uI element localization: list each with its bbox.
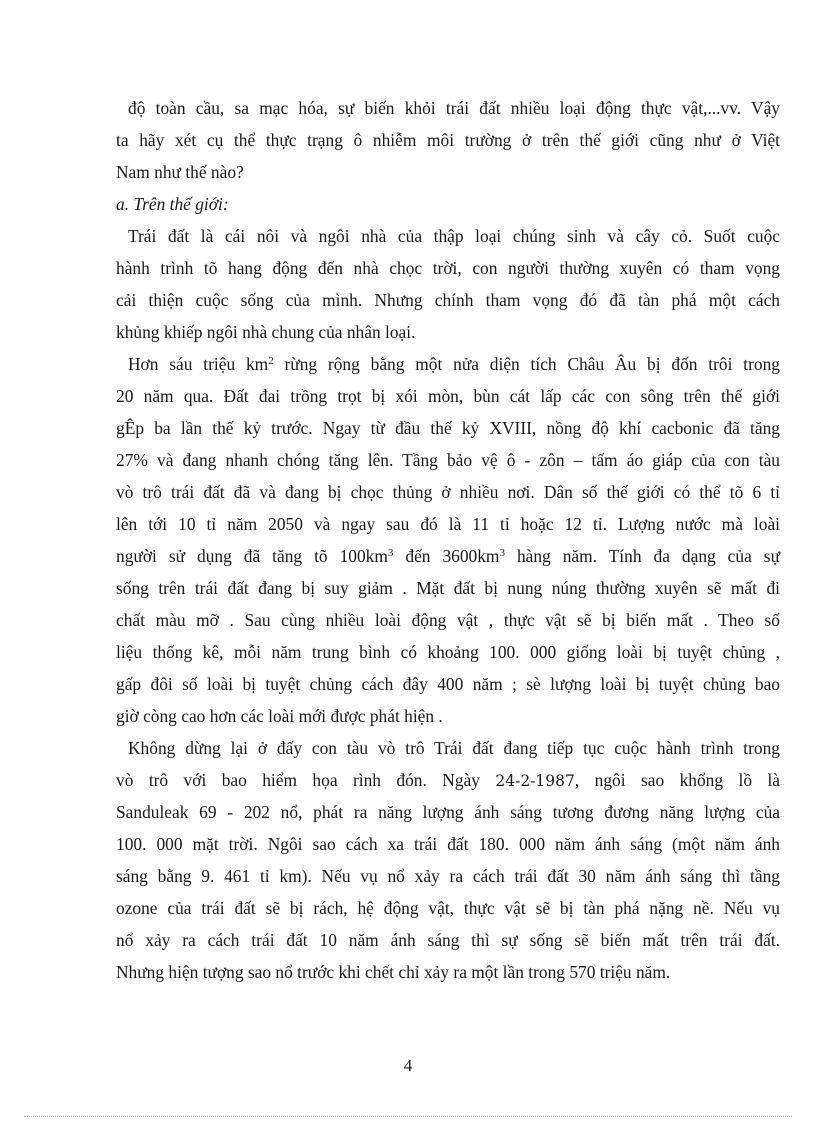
text-line: 100. 000 mặt trời. Ngôi sao cách xa trái đất 180. 000 năm ánh sáng (một năm ánh	[116, 834, 780, 854]
text-segment: người sử dụng đã tăng tõ 100km	[116, 546, 388, 566]
text-line: độ toàn cầu, sa mạc hóa, sự biến khỏi trái đất nhiều loại động thực vật,...vv. Vậy	[128, 98, 780, 118]
paragraph-supernova	[116, 732, 780, 988]
body-text	[116, 92, 780, 988]
text-line: 27% và đang nhanh chóng tăng lên. Tầng bảo vệ ô - zôn – tấm áo giáp của con tàu	[116, 450, 780, 470]
text-line: cải thiện cuộc sống của mình. Nhưng chính tham vọng đó đã tàn phá một cách	[116, 290, 780, 310]
text-line: Trái đất là cái nôi và ngôi nhà của thập loại chúng sinh và cây cỏ. Suốt cuộc	[128, 226, 780, 246]
superscript: 3	[499, 547, 505, 559]
text-line: Sanduleak 69 - 202 nổ, phát ra năng lượng ánh sáng tương đương năng lượng của	[116, 802, 780, 822]
text-line: Không dừng lại ở đấy con tàu vò trô Trái đất đang tiếp tục cuộc hành trình trong	[128, 738, 780, 758]
text-line: gấp đôi số loài bị tuyệt chủng cách đây 400 năm ; sè lượng loài bị tuyệt chủng bao	[116, 674, 780, 694]
text-segment: đến 3600km	[393, 546, 500, 566]
intro-paragraph	[116, 92, 780, 188]
text-line: vò trô trái đất đã và đang bị chọc thủng ở nhiều nơi. Dân số thế giới có thể tõ 6 tỉ	[116, 482, 780, 502]
paragraph-environment-facts	[116, 348, 780, 732]
text-segment: hàng năm. Tính đa dạng của sự	[504, 546, 780, 566]
paragraph-earth-home	[116, 220, 780, 348]
text-line: 20 năm qua. Đất đai trồng trọt bị xói mòn, bùn cát lấp các con sông trên thế giới	[116, 386, 780, 406]
text-segment: Hơn sáu triệu km	[128, 354, 269, 374]
text-line: ozone của trái đất sẽ bị rách, hệ động vật, thực vật sẽ bị tàn phá nặng nề. Nếu vụ	[116, 898, 780, 918]
text-line: ta hãy xét cụ thể thực trạng ô nhiễm môi trường ở trên thế giới cũng như ở Việt	[116, 130, 780, 150]
text-line: sống trên trái đất đang bị suy giảm . Mặt đất bị nung núng thường xuyên sẽ mất đi	[116, 578, 780, 598]
text-line: sáng bằng 9. 461 tỉ km). Nếu vụ nổ xảy ra cách trái đất 30 năm ánh sáng thì tầng	[116, 866, 780, 886]
superscript: 2	[268, 355, 274, 367]
date-text: 24-2-1987	[495, 772, 575, 790]
text-line: Nam như thế nào?	[116, 162, 244, 182]
text-segment: , ngôi sao khổng lồ là	[574, 770, 780, 790]
text-line: chất màu mỡ . Sau cùng nhiều loài động vật , thực vật sẽ bị biến mất . Theo số	[116, 610, 780, 630]
text-line: giờ còng cao hơn các loài mới được phát hiện .	[116, 706, 443, 726]
text-line	[116, 348, 780, 380]
page-bottom-divider	[24, 1116, 792, 1117]
text-line: gÊp ba lần thế kỷ trước. Ngay từ đầu thế kỷ XVIII, nồng độ khí cacbonic đã tăng	[116, 418, 780, 438]
text-segment: rừng rộng bằng một nửa diện tích Châu Âu bị đốn trôi trong	[273, 354, 780, 374]
text-line: nổ xảy ra cách trái đất 10 năm ánh sáng thì sự sống sẽ biến mất trên trái đất.	[116, 930, 780, 950]
text-segment: vò trô với bao hiểm họa rình đón. Ngày	[116, 770, 496, 790]
text-line: Nhưng hiện tượng sao nổ trước khi chết chỉ xảy ra một lần trong 570 triệu năm.	[116, 962, 671, 982]
text-line: liệu thống kê, mỗi năm trung bình có khoảng 100. 000 giống loài bị tuyệt chủng ,	[116, 642, 780, 662]
text-line: lên tới 10 tỉ năm 2050 và ngay sau đó là 11 tỉ hoặc 12 tỉ. Lượng nước mà loài	[116, 514, 780, 534]
text-line	[116, 764, 780, 796]
text-line	[116, 540, 780, 572]
section-heading: a. Trên thế giới:	[116, 194, 229, 214]
text-line: hành trình tõ hang động đến nhà chọc trời, con người thường xuyên có tham vọng	[116, 258, 780, 278]
text-line: khủng khiếp ngôi nhà chung của nhân loại.	[116, 322, 416, 342]
superscript: 3	[387, 547, 394, 559]
page-number: 4	[403, 1056, 413, 1075]
